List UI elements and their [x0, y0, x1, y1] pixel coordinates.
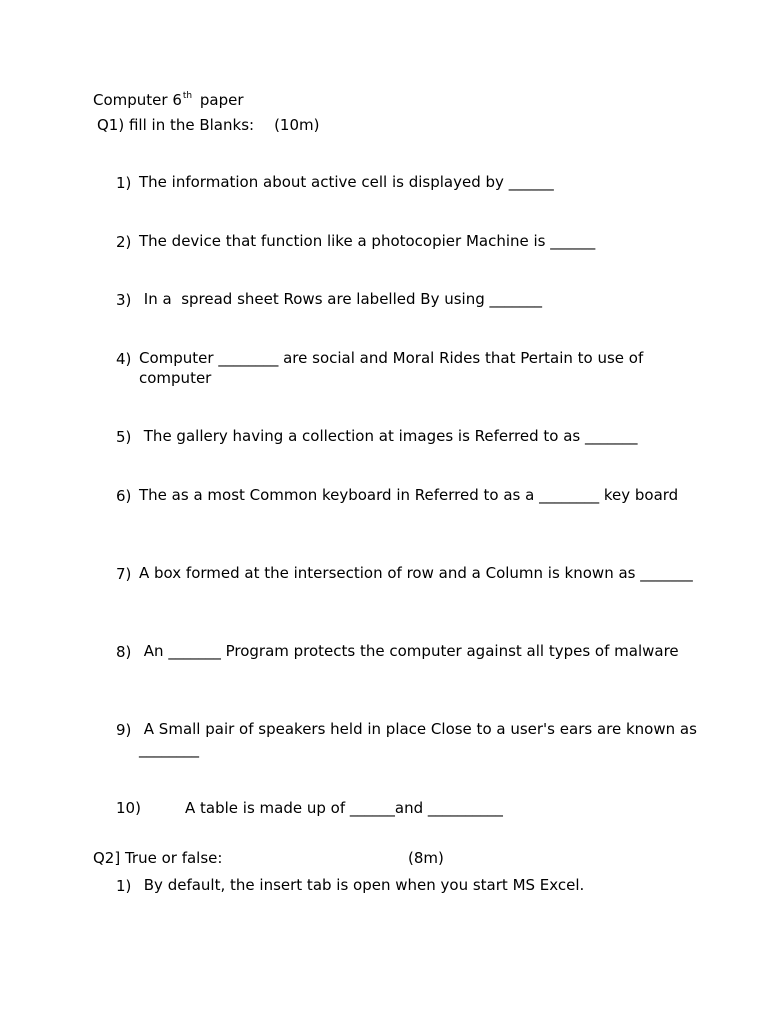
item-number: 2) [116, 233, 132, 251]
item-number: 5) [116, 428, 132, 446]
item-number: 4) [116, 350, 132, 368]
title-prefix: Computer 6 [93, 91, 182, 109]
item-text: A Small pair of speakers held in place Close to a user's ears are known as ________ [139, 720, 702, 758]
item-text: In a spread sheet Rows are labelled By using _______ [139, 290, 542, 308]
item-number: 7) [116, 565, 132, 583]
item-number: 3) [116, 291, 132, 309]
item-text: A box formed at the intersection of row and a Column is known as _______ [139, 564, 693, 582]
item-number: 6) [116, 487, 132, 505]
item-text: The gallery having a collection at images is Referred to as _______ [139, 427, 638, 445]
q1-heading [97, 115, 319, 135]
paper-title [93, 86, 244, 110]
item-text: An _______ Program protects the computer against all types of malware [139, 642, 679, 660]
item-number: 1) [116, 877, 132, 895]
item-text: By default, the insert tab is open when you start MS Excel. [139, 876, 585, 894]
title-suffix: paper [199, 91, 244, 109]
q2-marks: (8m) [408, 849, 444, 867]
item-number: 1) [116, 174, 132, 192]
q1-label: Q1) fill in the Blanks: [97, 116, 255, 134]
q1-marks: (10m) [274, 116, 320, 134]
q2-label: Q2] True or false: [93, 849, 223, 867]
item-text: The device that function like a photocopier Machine is ______ [139, 232, 596, 250]
item-number: 8) [116, 643, 132, 661]
title-superscript: th [182, 91, 193, 101]
item-text: A table is made up of ______and __________ [185, 799, 503, 817]
q2-heading [93, 848, 444, 868]
item-text: The as a most Common keyboard in Referred to as a ________ key board [139, 486, 679, 504]
item-number: 9) [116, 721, 132, 739]
item-text: Computer ________ are social and Moral Rides that Pertain to use of computer [139, 349, 644, 387]
item-text: The information about active cell is displayed by ______ [139, 173, 554, 191]
item-number: 10) [116, 799, 141, 817]
